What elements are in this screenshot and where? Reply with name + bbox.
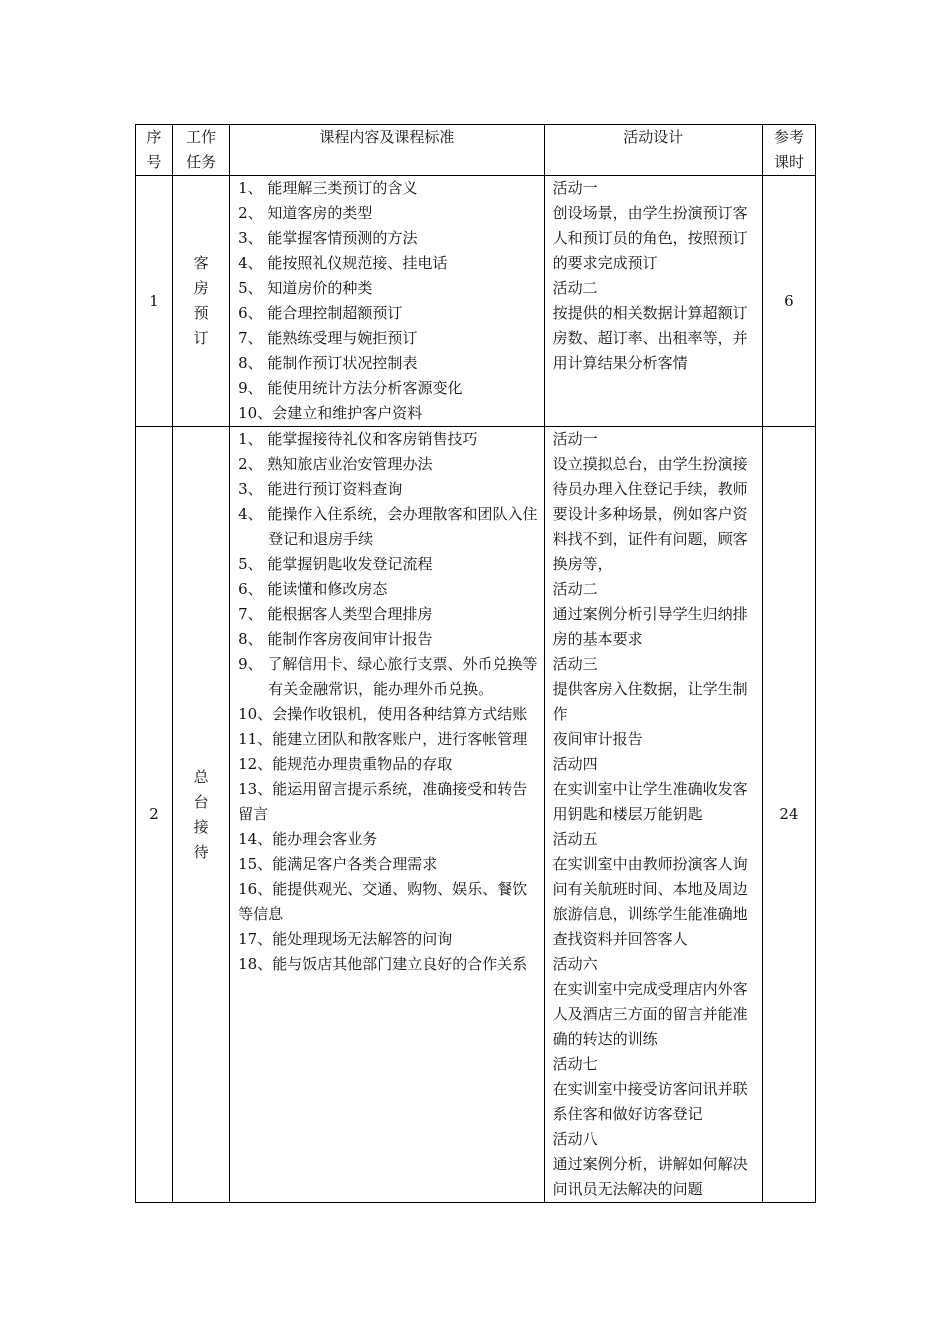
activity-text: 在实训室中完成受理店内外客人及酒店三方面的留言并能准确的转达的训练 xyxy=(552,980,748,1048)
header-row xyxy=(136,125,816,176)
content-item: 11、能建立团队和散客账户，进行客帐管理 xyxy=(238,730,528,748)
row-number: 2 xyxy=(136,427,173,1203)
activity-text: 创设场景，由学生扮演预订客人和预订员的角色，按照预订的要求完成预订 xyxy=(552,204,748,272)
row-number: 1 xyxy=(136,176,173,427)
content-item: 2、 熟知旅店业治安管理办法 xyxy=(238,455,433,473)
table-row xyxy=(136,176,816,427)
activity-text: 通过案例分析引导学生归纳排房的基本要求 xyxy=(552,605,748,648)
activity-heading: 活动二 xyxy=(552,279,598,297)
content-item: 12、能规范办理贵重物品的存取 xyxy=(238,755,453,773)
content-item: 17、能处理现场无法解答的问询 xyxy=(238,930,453,948)
task-char: 接 xyxy=(193,817,209,836)
activity-text: 在实训室中由教师扮演客人询问有关航班时间、本地及周边旅游信息，训练学生能准确地查找资料并回答客人 xyxy=(552,855,748,948)
activity-heading: 活动一 xyxy=(552,179,598,197)
activity-text: 设立摸拟总台，由学生扮演接待员办理入住登记手续，教师要设计多种场景，例如客户资料找不到，证件有问题，顾客换房等， xyxy=(552,455,748,573)
activity-heading: 活动三 xyxy=(552,655,598,673)
header-content: 课程内容及课程标准 xyxy=(230,125,544,176)
content-item: 2、 知道客房的类型 xyxy=(238,204,373,222)
header-no-line1: 序 xyxy=(146,128,162,146)
content-item: 15、能满足客户各类合理需求 xyxy=(238,855,438,873)
content-item: 9、 了解信用卡、绿心旅行支票、外币兑换等有关金融常识，能办理外币兑换。 xyxy=(238,655,538,698)
activity-list xyxy=(545,427,762,1202)
row-activity xyxy=(544,176,762,427)
task-char: 待 xyxy=(193,842,209,861)
task-char: 订 xyxy=(193,329,209,347)
header-hours-line1: 参考 xyxy=(773,128,804,146)
content-item: 8、 能制作客房夜间审计报告 xyxy=(238,630,433,648)
content-item: 7、 能熟练受理与婉拒预订 xyxy=(238,329,418,347)
content-item: 6、 能读懂和修改房态 xyxy=(238,580,388,598)
content-item: 4、 能按照礼仪规范接、挂电话 xyxy=(238,254,448,272)
task-char: 客 xyxy=(193,254,209,272)
activity-text: 提供客房入住数据，让学生制作 xyxy=(552,680,748,723)
content-item: 9、 能使用统计方法分析客源变化 xyxy=(238,379,463,397)
content-item: 16、能提供观光、交通、购物、娱乐、餐饮等信息 xyxy=(238,880,528,923)
content-item: 1、 能掌握接待礼仪和客房销售技巧 xyxy=(238,430,478,448)
content-item: 7、 能根据客人类型合理排房 xyxy=(238,605,433,623)
content-item: 1、 能理解三类预订的含义 xyxy=(238,179,418,197)
header-task-line2: 任务 xyxy=(186,153,217,171)
content-item: 5、 知道房价的种类 xyxy=(238,279,373,297)
row-hours: 6 xyxy=(762,176,815,427)
content-item: 14、能办理会客业务 xyxy=(238,830,378,848)
content-item: 10、会操作收银机，使用各种结算方式结账 xyxy=(238,705,528,723)
table-row xyxy=(136,427,816,1203)
task-char: 预 xyxy=(193,304,209,322)
row-task xyxy=(173,427,230,1203)
header-task-line1: 工作 xyxy=(186,128,217,146)
header-task xyxy=(173,125,230,176)
content-item: 6、 能合理控制超额预订 xyxy=(238,304,403,322)
header-hours xyxy=(762,125,815,176)
activity-text: 按提供的相关数据计算超额订房数、超订率、出租率等，并用计算结果分析客情 xyxy=(552,304,748,372)
row-task xyxy=(173,176,230,427)
activity-heading: 活动四 xyxy=(552,755,598,773)
activity-heading: 活动八 xyxy=(552,1130,598,1148)
task-char: 台 xyxy=(193,792,209,811)
content-item: 3、 能进行预订资料查询 xyxy=(238,480,403,498)
activity-heading: 活动六 xyxy=(552,955,598,973)
activity-list xyxy=(545,176,762,376)
activity-text: 夜间审计报告 xyxy=(552,730,643,748)
activity-text: 在实训室中让学生准确收发客用钥匙和楼层万能钥匙 xyxy=(552,780,748,823)
activity-heading: 活动七 xyxy=(552,1055,598,1073)
activity-text: 在实训室中接受访客问讯并联系住客和做好访客登记 xyxy=(552,1080,748,1123)
content-item: 18、能与饭店其他部门建立良好的合作关系 xyxy=(238,955,528,973)
activity-text: 通过案例分析，讲解如何解决问讯员无法解决的问题 xyxy=(552,1155,748,1198)
header-no-line2: 号 xyxy=(146,153,162,171)
content-item: 10、会建立和维护客户资料 xyxy=(238,404,423,422)
header-activity: 活动设计 xyxy=(544,125,762,176)
row-content xyxy=(230,176,544,427)
row-content xyxy=(230,427,544,1203)
content-list xyxy=(230,427,543,977)
header-hours-line2: 课时 xyxy=(773,153,804,171)
row-hours: 24 xyxy=(762,427,815,1203)
content-item: 5、 能掌握钥匙收发登记流程 xyxy=(238,555,433,573)
content-list xyxy=(230,176,543,426)
content-item: 3、 能掌握客情预测的方法 xyxy=(238,229,418,247)
content-item: 13、能运用留言提示系统，准确接受和转告留言 xyxy=(238,780,528,823)
activity-heading: 活动五 xyxy=(552,830,598,848)
course-table xyxy=(135,124,816,1203)
activity-heading: 活动二 xyxy=(552,580,598,598)
row-activity xyxy=(544,427,762,1203)
task-char: 房 xyxy=(193,279,209,297)
activity-heading: 活动一 xyxy=(552,430,598,448)
content-item: 4、 能操作入住系统，会办理散客和团队入住登记和退房手续 xyxy=(238,505,538,548)
content-item: 8、 能制作预订状况控制表 xyxy=(238,354,418,372)
header-no xyxy=(136,125,173,176)
task-char: 总 xyxy=(193,767,209,786)
